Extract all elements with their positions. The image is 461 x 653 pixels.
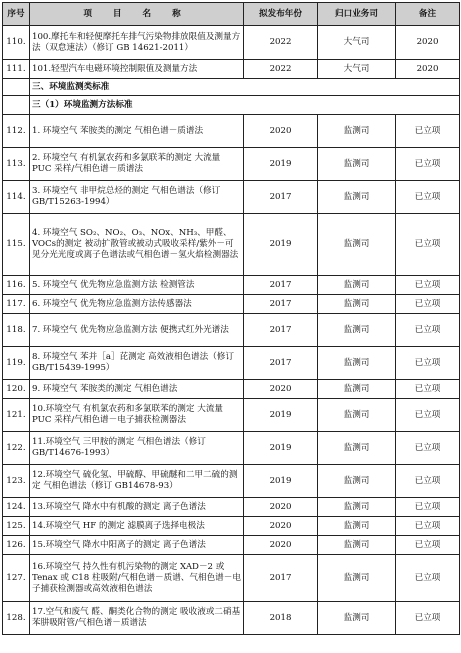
table-row bbox=[3, 498, 460, 517]
note-cell: 已立项 bbox=[396, 498, 460, 517]
note-cell: 已立项 bbox=[396, 536, 460, 555]
section-title: 三、环境监测类标准 bbox=[30, 79, 460, 96]
serial-cell: 122. bbox=[3, 432, 30, 465]
note-cell: 已立项 bbox=[396, 602, 460, 635]
table-row bbox=[3, 276, 460, 295]
department-cell: 监测司 bbox=[318, 465, 396, 498]
item-name-cell: 7. 环境空气 优先物应急监测方法 便携式红外光谱法 bbox=[30, 314, 244, 347]
note-cell: 已立项 bbox=[396, 465, 460, 498]
table-row bbox=[3, 517, 460, 536]
note-cell: 已立项 bbox=[396, 295, 460, 314]
department-cell: 监测司 bbox=[318, 517, 396, 536]
serial-cell: 113. bbox=[3, 148, 30, 181]
item-name-cell: 16.环境空气 持久性有机污染物的测定 XAD－2 或 Tenax 或 C18 柱吸附/气相色谱－质谱、气相色谱－电子捕获检测器或高效液相色谱法 bbox=[30, 555, 244, 602]
year-cell: 2020 bbox=[244, 115, 318, 148]
note-cell: 已立项 bbox=[396, 214, 460, 276]
table-row bbox=[3, 465, 460, 498]
serial-cell: 115. bbox=[3, 214, 30, 276]
year-cell: 2017 bbox=[244, 181, 318, 214]
table-body bbox=[3, 26, 460, 635]
table-row bbox=[3, 347, 460, 380]
header-note: 备注 bbox=[396, 3, 460, 26]
table-row bbox=[3, 399, 460, 432]
year-cell: 2017 bbox=[244, 347, 318, 380]
year-cell: 2020 bbox=[244, 517, 318, 536]
note-cell: 已立项 bbox=[396, 181, 460, 214]
serial-cell: 120. bbox=[3, 380, 30, 399]
standards-table bbox=[2, 2, 460, 635]
serial-cell: 126. bbox=[3, 536, 30, 555]
note-cell: 已立项 bbox=[396, 148, 460, 181]
header-serial: 序号 bbox=[3, 3, 30, 26]
year-cell: 2020 bbox=[244, 380, 318, 399]
note-cell: 已立项 bbox=[396, 347, 460, 380]
serial-cell: 112. bbox=[3, 115, 30, 148]
note-cell: 已立项 bbox=[396, 115, 460, 148]
year-cell: 2020 bbox=[244, 498, 318, 517]
note-cell: 已立项 bbox=[396, 276, 460, 295]
item-name-cell: 6. 环境空气 优先物应急监测方法传感器法 bbox=[30, 295, 244, 314]
item-name-cell: 100.摩托车和轻便摩托车排气污染物排放限值及测量方法（双怠速法）（修订 GB 14621-2011） bbox=[30, 26, 244, 60]
serial-cell: 121. bbox=[3, 399, 30, 432]
section-serial-cell bbox=[3, 79, 30, 96]
item-name-cell: 14.环境空气 HF 的测定 滤膜离子选择电极法 bbox=[30, 517, 244, 536]
item-name-cell: 9. 环境空气 苯胺类的测定 气相色谱法 bbox=[30, 380, 244, 399]
table-row bbox=[3, 602, 460, 635]
serial-cell: 123. bbox=[3, 465, 30, 498]
department-cell: 监测司 bbox=[318, 295, 396, 314]
header-year: 拟发布年份 bbox=[244, 3, 318, 26]
item-name-cell: 15.环境空气 降水中阳离子的测定 离子色谱法 bbox=[30, 536, 244, 555]
item-name-cell: 1. 环境空气 苯胺类的测定 气相色谱－质谱法 bbox=[30, 115, 244, 148]
table-row bbox=[3, 555, 460, 602]
note-cell: 已立项 bbox=[396, 555, 460, 602]
note-cell: 已立项 bbox=[396, 380, 460, 399]
note-cell: 已立项 bbox=[396, 517, 460, 536]
department-cell: 监测司 bbox=[318, 399, 396, 432]
section-title: 三（1）环境监测方法标准 bbox=[30, 96, 460, 115]
year-cell: 2019 bbox=[244, 148, 318, 181]
department-cell: 监测司 bbox=[318, 380, 396, 399]
note-cell: 已立项 bbox=[396, 432, 460, 465]
year-cell: 2019 bbox=[244, 214, 318, 276]
item-name-cell: 4. 环境空气 SO₂、NO₂、O₃、NOx、NH₃、甲醛、VOCs的测定 被动扩散管或被动式吸收采样/紫外－可见分光光度或离子色谱法或气相色谱－氢火焰检测器法 bbox=[30, 214, 244, 276]
table-row bbox=[3, 214, 460, 276]
department-cell: 监测司 bbox=[318, 432, 396, 465]
department-cell: 监测司 bbox=[318, 602, 396, 635]
note-cell: 已立项 bbox=[396, 314, 460, 347]
department-cell: 监测司 bbox=[318, 276, 396, 295]
serial-cell: 124. bbox=[3, 498, 30, 517]
department-cell: 大气司 bbox=[318, 26, 396, 60]
section-row bbox=[3, 96, 460, 115]
table-row bbox=[3, 60, 460, 79]
item-name-cell: 8. 环境空气 苯并［a］芘测定 高效液相色谱法（修订 GB/T15439-1995） bbox=[30, 347, 244, 380]
item-name-cell: 10.环境空气 有机氯农药和多氯联苯的测定 大流量 PUC 采样/气相色谱－电子捕获检测器法 bbox=[30, 399, 244, 432]
serial-cell: 111. bbox=[3, 60, 30, 79]
serial-cell: 110. bbox=[3, 26, 30, 60]
item-name-cell: 2. 环境空气 有机氯农药和多氯联苯的测定 大流量 PUC 采样/气相色谱－质谱法 bbox=[30, 148, 244, 181]
item-name-cell: 101.轻型汽车电磁环境控制限值及测量方法 bbox=[30, 60, 244, 79]
department-cell: 监测司 bbox=[318, 214, 396, 276]
department-cell: 监测司 bbox=[318, 347, 396, 380]
department-cell: 监测司 bbox=[318, 555, 396, 602]
department-cell: 监测司 bbox=[318, 181, 396, 214]
item-name-cell: 3. 环境空气 非甲烷总烃的测定 气相色谱法（修订 GB/T15263-1994） bbox=[30, 181, 244, 214]
year-cell: 2019 bbox=[244, 432, 318, 465]
year-cell: 2019 bbox=[244, 465, 318, 498]
section-serial-cell bbox=[3, 96, 30, 115]
header-item-name: 项 目 名 称 bbox=[30, 3, 244, 26]
table-row bbox=[3, 536, 460, 555]
header-department: 归口业务司 bbox=[318, 3, 396, 26]
serial-cell: 117. bbox=[3, 295, 30, 314]
table-row bbox=[3, 314, 460, 347]
department-cell: 监测司 bbox=[318, 536, 396, 555]
table-row bbox=[3, 380, 460, 399]
table-row bbox=[3, 432, 460, 465]
note-cell: 2020 bbox=[396, 26, 460, 60]
item-name-cell: 17.空气和废气 醛、酮类化合物的测定 吸收液或二硝基苯肼吸附管/气相色谱－质谱法 bbox=[30, 602, 244, 635]
serial-cell: 114. bbox=[3, 181, 30, 214]
year-cell: 2018 bbox=[244, 602, 318, 635]
department-cell: 监测司 bbox=[318, 115, 396, 148]
serial-cell: 125. bbox=[3, 517, 30, 536]
item-name-cell: 13.环境空气 降水中有机酸的测定 离子色谱法 bbox=[30, 498, 244, 517]
note-cell: 2020 bbox=[396, 60, 460, 79]
year-cell: 2022 bbox=[244, 26, 318, 60]
serial-cell: 119. bbox=[3, 347, 30, 380]
note-cell: 已立项 bbox=[396, 399, 460, 432]
serial-cell: 128. bbox=[3, 602, 30, 635]
serial-cell: 118. bbox=[3, 314, 30, 347]
item-name-cell: 11.环境空气 三甲胺的测定 气相色谱法（修订 GB/T14676-1993） bbox=[30, 432, 244, 465]
year-cell: 2017 bbox=[244, 276, 318, 295]
serial-cell: 116. bbox=[3, 276, 30, 295]
year-cell: 2017 bbox=[244, 555, 318, 602]
table-row bbox=[3, 115, 460, 148]
item-name-cell: 5. 环境空气 优先物应急监测方法 检测管法 bbox=[30, 276, 244, 295]
table-row bbox=[3, 148, 460, 181]
table-header-row bbox=[3, 3, 460, 26]
serial-cell: 127. bbox=[3, 555, 30, 602]
year-cell: 2017 bbox=[244, 295, 318, 314]
department-cell: 监测司 bbox=[318, 148, 396, 181]
year-cell: 2017 bbox=[244, 314, 318, 347]
table-row bbox=[3, 26, 460, 60]
item-name-cell: 12.环境空气 硫化氢、甲硫醇、甲硫醚和二甲二硫的测定 气相色谱法（修订 GB14678-93） bbox=[30, 465, 244, 498]
table-row bbox=[3, 295, 460, 314]
year-cell: 2022 bbox=[244, 60, 318, 79]
department-cell: 监测司 bbox=[318, 314, 396, 347]
year-cell: 2019 bbox=[244, 399, 318, 432]
section-row bbox=[3, 79, 460, 96]
year-cell: 2020 bbox=[244, 536, 318, 555]
department-cell: 大气司 bbox=[318, 60, 396, 79]
department-cell: 监测司 bbox=[318, 498, 396, 517]
table-row bbox=[3, 181, 460, 214]
